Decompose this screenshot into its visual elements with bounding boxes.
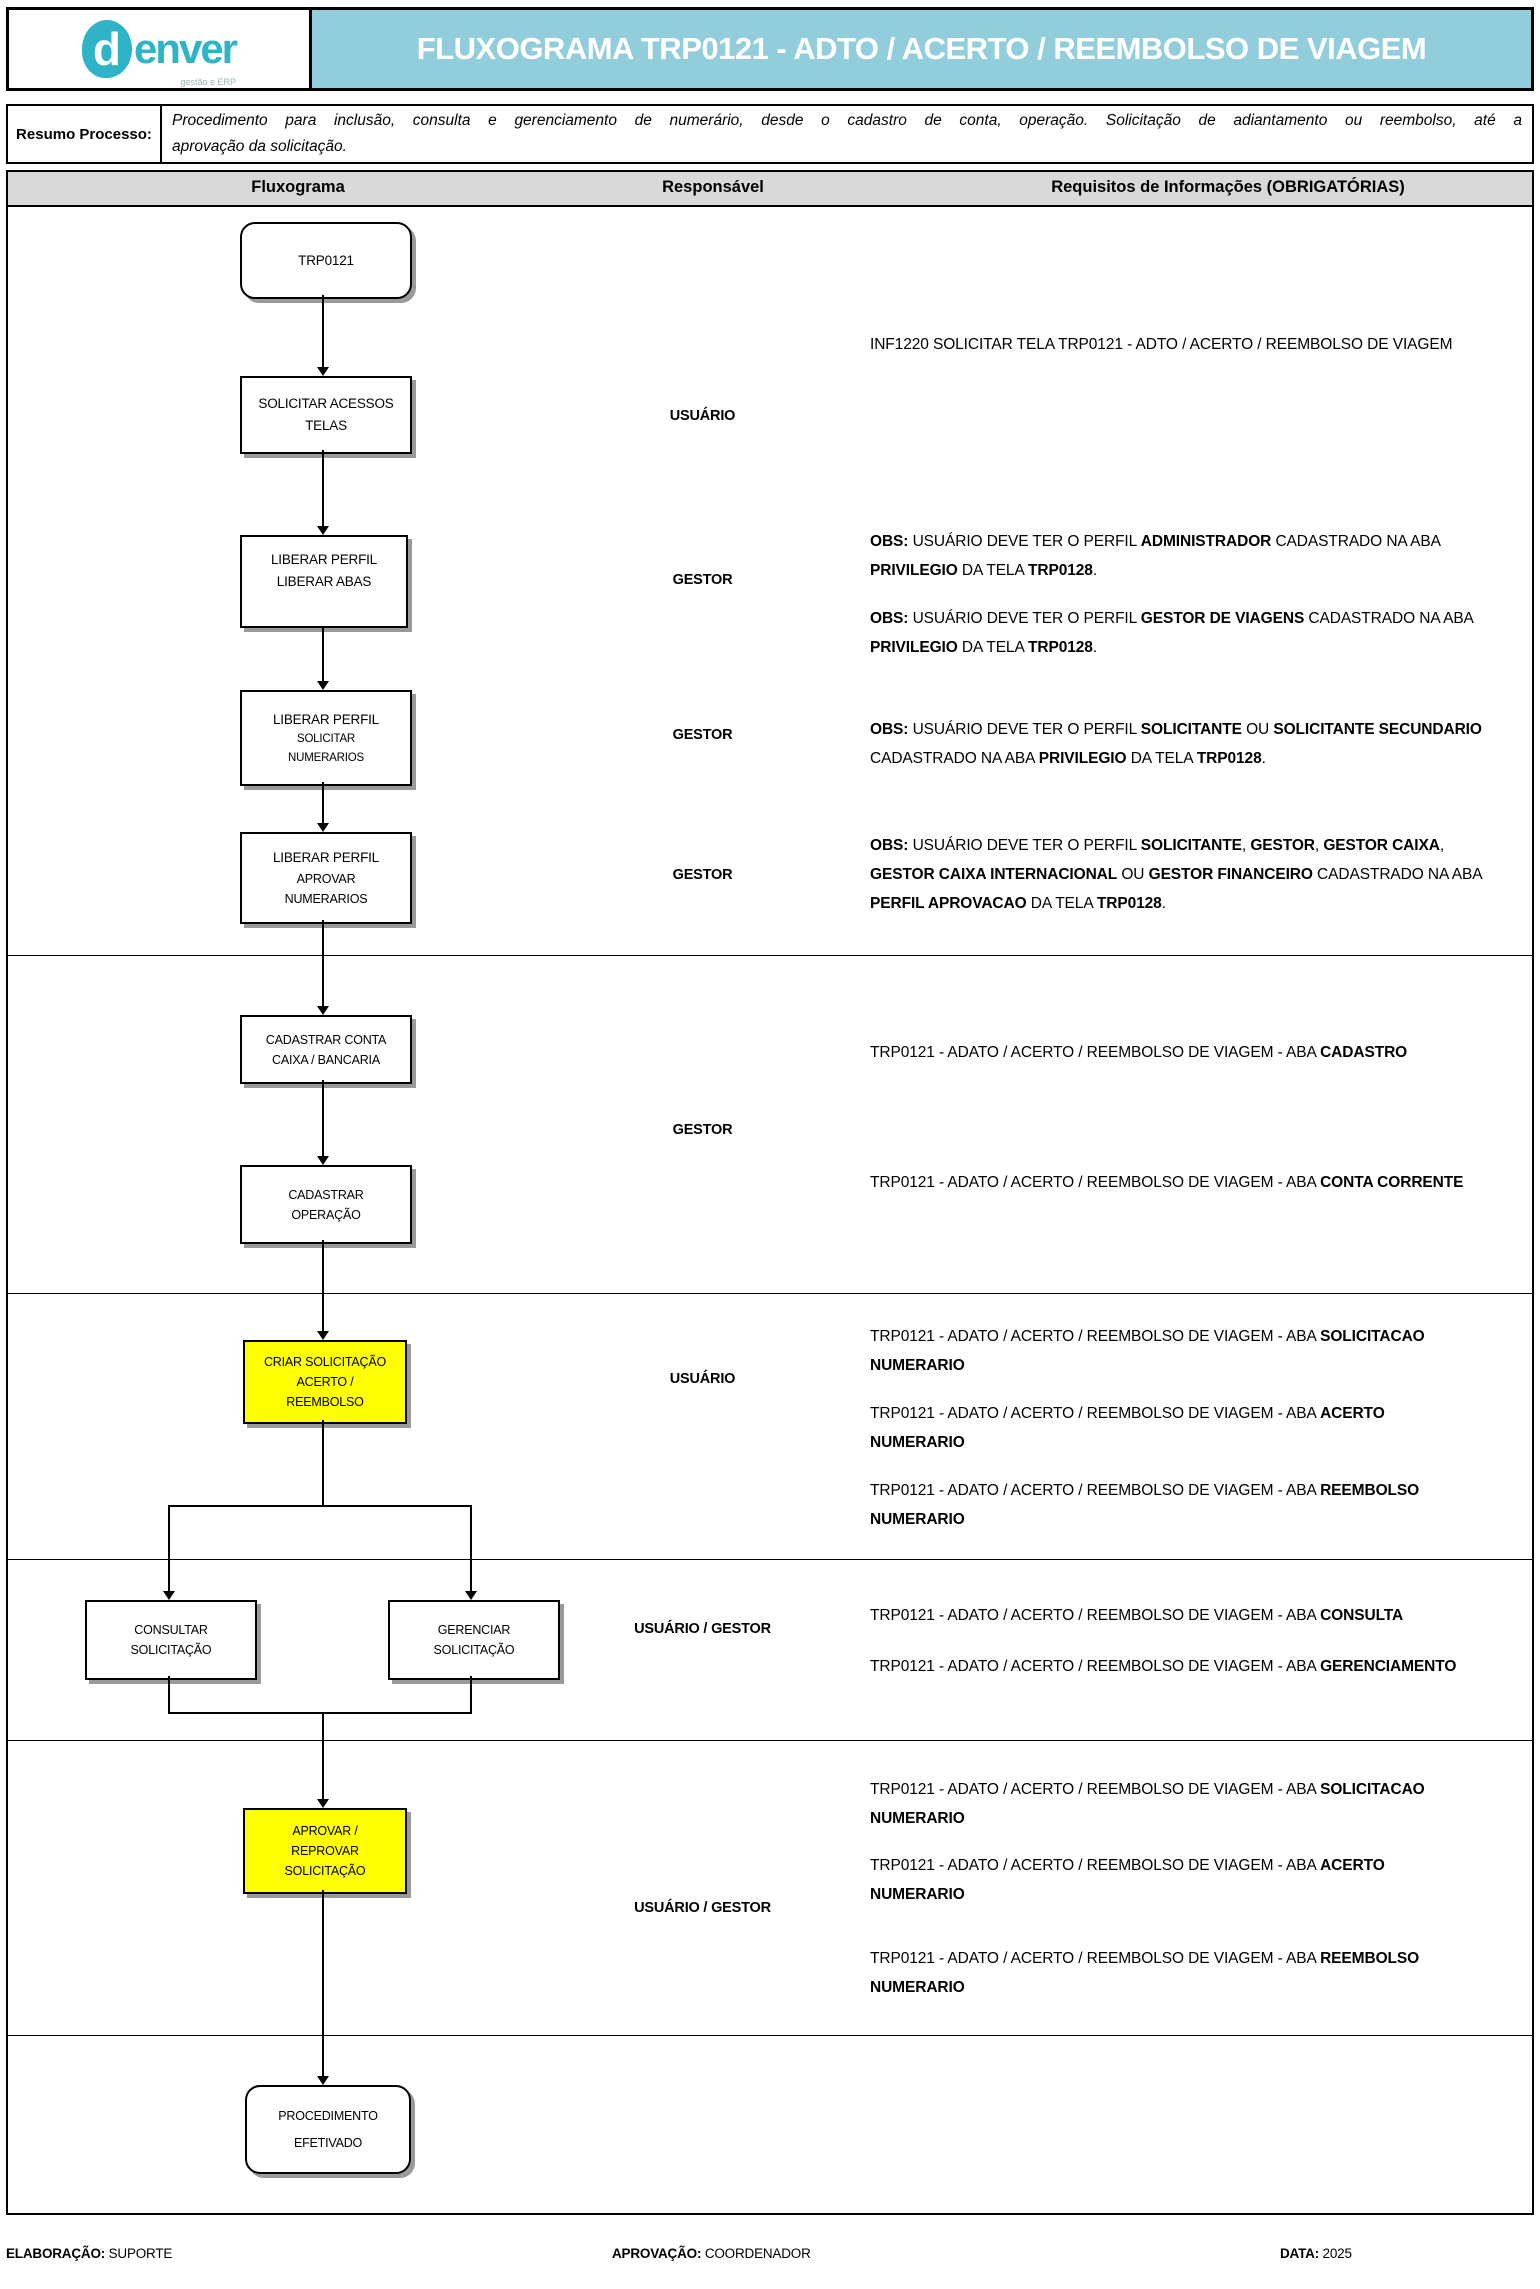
responsavel-label: USUÁRIO / GESTOR	[634, 1621, 771, 1637]
node-label: PROCEDIMENTO	[278, 2109, 378, 2124]
requisito-text: OBS: USUÁRIO DEVE TER O PERFIL SOLICITANTE, GESTOR, GESTOR CAIXA, GESTOR CAIXA INTERNACIONAL OU GESTOR FINANCEIRO CADASTRADO NA ABA PERFIL APROVACAO DA TELA TRP0128.	[870, 837, 1483, 912]
section-divider	[6, 955, 1534, 956]
node-label: GERENCIAR	[437, 1623, 511, 1637]
node-label: CONSULTAR	[134, 1623, 208, 1637]
footer-data-label: DATA:	[1280, 2246, 1319, 2261]
node-label: CADASTRAR	[288, 1187, 364, 1202]
flow-connector	[322, 1420, 324, 1507]
arrowhead-icon	[317, 526, 329, 535]
requisito-text: TRP0121 - ADATO / ACERTO / REEMBOLSO DE VIAGEM - ABA SOLICITACAO NUMERARIO	[870, 1781, 1425, 1827]
arrowhead-icon	[317, 1331, 329, 1340]
column-header-requisitos: Requisitos de Informações (OBRIGATÓRIAS)	[1051, 178, 1405, 196]
section-divider	[6, 1293, 1534, 1294]
node-label: SOLICITAÇÃO	[433, 1643, 515, 1657]
node-label: TELAS	[305, 418, 347, 433]
requisito-text: TRP0121 - ADATO / ACERTO / REEMBOLSO DE VIAGEM - ABA CONTA CORRENTE	[870, 1174, 1464, 1191]
requisito-text: TRP0121 - ADATO / ACERTO / REEMBOLSO DE VIAGEM - ABA REEMBOLSO NUMERARIO	[870, 1950, 1420, 1996]
node-label: CRIAR SOLICITAÇÃO	[263, 1355, 387, 1369]
flow-connector	[322, 782, 324, 824]
arrowhead-icon	[317, 1799, 329, 1808]
flow-node-aprovar-reprovar-solicitacao	[243, 1808, 407, 1894]
flow-node-liberar-perfil-aprovar-numerarios	[240, 832, 412, 924]
node-label: REPROVAR	[291, 1844, 359, 1858]
logo-wordmark: enver	[133, 25, 237, 72]
arrowhead-icon	[317, 823, 329, 832]
denver-logo	[82, 20, 237, 87]
footer-aprovacao-label: APROVAÇÃO:	[612, 2246, 702, 2261]
flow-node-procedimento-efetivado	[245, 2085, 411, 2174]
footer-data-value: 2025	[1319, 2246, 1352, 2261]
resumo-row	[6, 104, 1534, 164]
arrowhead-icon	[317, 1006, 329, 1015]
logo-d-icon: d	[82, 20, 132, 78]
requisito-text: TRP0121 - ADATO / ACERTO / REEMBOLSO DE VIAGEM - ABA ACERTO NUMERARIO	[870, 1405, 1385, 1451]
node-label: LIBERAR ABAS	[276, 573, 372, 589]
resumo-text	[162, 106, 1532, 162]
requisito-text: TRP0121 - ADATO / ACERTO / REEMBOLSO DE VIAGEM - ABA CADASTRO	[870, 1044, 1408, 1061]
requisito-text: INF1220 SOLICITAR TELA TRP0121 - ADTO / ACERTO / REEMBOLSO DE VIAGEM	[870, 336, 1453, 353]
flow-node-liberar-perfil-solicitar-numerarios	[240, 690, 412, 786]
section-divider	[6, 2035, 1534, 2036]
responsavel-label: GESTOR	[672, 1122, 733, 1138]
flow-connector	[168, 1712, 472, 1714]
node-label: EFETIVADO	[293, 2135, 363, 2150]
node-label: SOLICITAR	[296, 733, 356, 746]
title-banner	[312, 10, 1531, 88]
responsavel-label: USUÁRIO	[669, 408, 736, 424]
node-label: CAIXA / BANCARIA	[272, 1052, 380, 1067]
requisito-text: TRP0121 - ADATO / ACERTO / REEMBOLSO DE VIAGEM - ABA CONSULTA	[870, 1607, 1404, 1624]
footer-elaboracao-value: SUPORTE	[105, 2246, 173, 2261]
footer-elaboracao	[6, 2246, 172, 2261]
node-label: APROVAR /	[292, 1824, 358, 1838]
flow-node-gerenciar-solicitacao	[388, 1600, 560, 1680]
node-label: CADASTRAR CONTA	[265, 1032, 387, 1047]
requisito-text: TRP0121 - ADATO / ACERTO / REEMBOLSO DE VIAGEM - ABA ACERTO NUMERARIO	[870, 1857, 1385, 1903]
responsavel-label: GESTOR	[672, 867, 733, 883]
node-label: SOLICITAÇÃO	[284, 1864, 366, 1878]
logo-tagline: gestão e ERP	[180, 77, 237, 87]
section-divider	[6, 1559, 1534, 1560]
footer-aprovacao	[612, 2246, 811, 2261]
node-label: APROVAR	[296, 871, 356, 886]
node-label: TRP0121	[298, 252, 354, 268]
node-label: LIBERAR PERFIL	[271, 552, 377, 567]
responsavel-label: USUÁRIO	[669, 1371, 736, 1387]
page-title: FLUXOGRAMA TRP0121 - ADTO / ACERTO / REEMBOLSO DE VIAGEM	[416, 31, 1427, 66]
flow-node-consultar-solicitacao	[85, 1600, 257, 1680]
flow-node-cadastrar-conta-caixa-bancaria	[240, 1015, 412, 1084]
responsavel-label: GESTOR	[672, 727, 733, 743]
requisito-text: TRP0121 - ADATO / ACERTO / REEMBOLSO DE VIAGEM - ABA REEMBOLSO NUMERARIO	[870, 1482, 1420, 1528]
flow-node-criar-solicitacao-acerto-reembolso	[243, 1340, 407, 1424]
arrowhead-icon	[317, 2076, 329, 2085]
requisito-text: TRP0121 - ADATO / ACERTO / REEMBOLSO DE VIAGEM - ABA GERENCIAMENTO	[870, 1658, 1457, 1675]
flow-connector	[322, 1712, 324, 1800]
arrowhead-icon	[317, 367, 329, 376]
node-label: NUMERARIOS	[284, 891, 368, 906]
flow-node-trp0121	[240, 222, 412, 299]
resumo-label: Resumo Processo:	[8, 106, 162, 162]
flow-connector	[168, 1676, 170, 1714]
node-label: NUMERARIOS	[288, 751, 364, 764]
flow-connector	[322, 1890, 324, 2077]
responsavel-label: USUÁRIO / GESTOR	[634, 1900, 771, 1916]
node-label: ACERTO /	[296, 1375, 354, 1389]
requisito-text: OBS: USUÁRIO DEVE TER O PERFIL GESTOR DE VIAGENS CADASTRADO NA ABA PRIVILEGIO DA TELA TRP0128.	[870, 610, 1474, 656]
footer-data	[1280, 2246, 1352, 2261]
flow-connector	[168, 1505, 170, 1592]
flow-node-cadastrar-operacao	[240, 1165, 412, 1244]
responsavel-label: GESTOR	[672, 572, 733, 588]
flow-connector	[322, 450, 324, 527]
flow-connector	[169, 1505, 472, 1507]
requisito-text: OBS: USUÁRIO DEVE TER O PERFIL SOLICITANTE OU SOLICITANTE SECUNDARIO CADASTRADO NA ABA PRIVILEGIO DA TELA TRP0128.	[870, 721, 1482, 767]
flow-node-liberar-perfil-liberar-abas	[240, 535, 408, 628]
node-label: LIBERAR PERFIL	[273, 850, 379, 866]
arrowhead-icon	[317, 681, 329, 690]
node-label: REEMBOLSO	[286, 1395, 364, 1409]
section-divider	[6, 1740, 1534, 1741]
document-header	[6, 7, 1534, 91]
arrowhead-icon	[317, 1156, 329, 1165]
node-label: OPERAÇÃO	[291, 1207, 361, 1222]
table-header-bar	[6, 170, 1534, 207]
flow-connector	[470, 1676, 472, 1714]
requisito-text: TRP0121 - ADATO / ACERTO / REEMBOLSO DE VIAGEM - ABA SOLICITACAO NUMERARIO	[870, 1328, 1425, 1374]
arrowhead-icon	[465, 1591, 477, 1600]
node-label: SOLICITAÇÃO	[130, 1643, 212, 1657]
logo-cell	[9, 10, 312, 88]
flow-node-solicitar-acessos-telas	[240, 376, 412, 454]
footer-aprovacao-value: COORDENADOR	[701, 2246, 811, 2261]
flow-connector	[322, 920, 324, 1007]
footer-elaboracao-label: ELABORAÇÃO:	[6, 2246, 106, 2261]
arrowhead-icon	[163, 1591, 175, 1600]
column-header-responsavel: Responsável	[662, 178, 764, 196]
flow-connector	[322, 295, 324, 367]
node-label: SOLICITAR ACESSOS	[258, 396, 394, 412]
column-header-fluxograma: Fluxograma	[251, 178, 345, 196]
flow-connector	[322, 1080, 324, 1157]
flow-connector	[470, 1505, 472, 1592]
resumo-line2: aprovação da solicitação.	[172, 138, 347, 155]
flow-connector	[322, 628, 324, 682]
node-label: LIBERAR PERFIL	[273, 711, 379, 727]
flow-connector	[322, 1240, 324, 1332]
requisito-text: OBS: USUÁRIO DEVE TER O PERFIL ADMINISTRADOR CADASTRADO NA ABA PRIVILEGIO DA TELA TRP0128.	[870, 533, 1441, 579]
resumo-line1: Procedimento para inclusão, consulta e gerenciamento de numerário, desde o cadastro de conta, operação. Solicitação de adiantamento ou reembolso, até a	[172, 112, 1522, 129]
